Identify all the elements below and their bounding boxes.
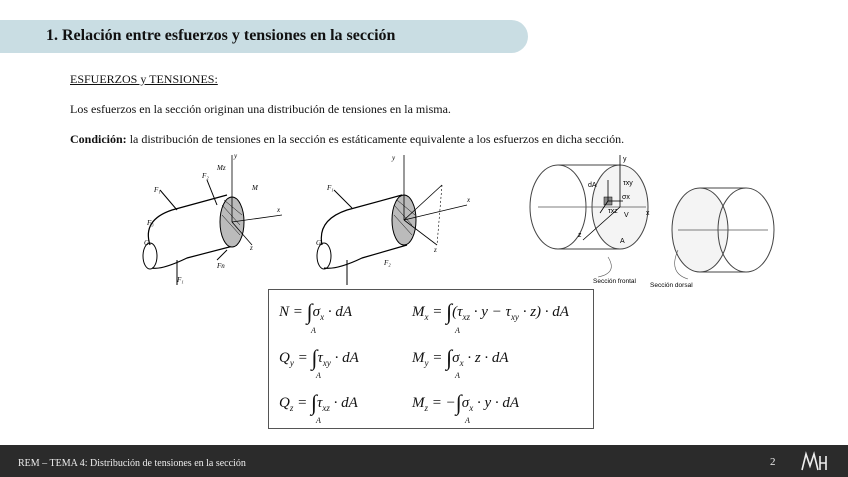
cylinder-sections-figure: [528, 155, 778, 290]
fig3-label-txy: τxy: [623, 180, 633, 187]
fig2-label-G: G: [316, 239, 322, 247]
fig1-label-F2: F₂: [202, 172, 209, 180]
formula-Mz: $M_z = -\int\sigma_x \cdot y$ · dA: [412, 390, 520, 415]
condition-label: Condición:: [70, 132, 127, 146]
fig1-label-z: z: [250, 244, 253, 252]
fig2-label-y: y: [392, 154, 396, 162]
fig1-label-Mz: Mz: [217, 164, 226, 172]
paragraph-2: [70, 132, 624, 147]
fig1-label-Fn: Fn: [217, 262, 225, 270]
formula-Qz: $Q_z = \int\tau_{xz}$ · dA: [279, 390, 358, 415]
fig2-label-x: x: [467, 196, 471, 204]
fig3-label-seccion-dorsal: Sección dorsal: [650, 282, 693, 289]
slide-title: 1. Relación entre esfuerzos y tensiones en la sección: [46, 27, 396, 44]
fig3-label-txz: τxz: [608, 208, 618, 215]
formula-Qz-lim: A: [316, 416, 321, 425]
fig1-label-x: x: [277, 206, 281, 214]
fig3-label-V: V: [624, 212, 629, 219]
fig3-label-A: A: [620, 238, 625, 245]
formula-Mz-lim: A: [465, 416, 470, 425]
fig1-label-F1: F₁: [154, 186, 161, 194]
formula-Qy: $Q_y = \int\tau_{xy}$ · dA: [279, 345, 359, 370]
fig3-label-dA: dA: [588, 182, 597, 189]
formula-box: [268, 289, 594, 429]
condition-text: la distribución de tensiones en la sección es estáticamente equivalente a los esfuerzos en dicha sección.: [126, 132, 625, 146]
fig2-label-z: z: [434, 246, 437, 254]
formula-My: $M_y = \int\sigma_x \cdot z$ · dA: [412, 345, 509, 370]
section-resultants-figure: [312, 150, 477, 285]
formula-Mx-lim: A: [455, 326, 460, 335]
fig1-label-y: y: [234, 152, 238, 160]
fig3-label-sx: σx: [622, 194, 630, 201]
fig1-label-F1b: F₁: [177, 276, 184, 284]
fig3-label-x: x: [646, 210, 650, 217]
formula-N-lim: A: [311, 326, 316, 335]
fig3-label-y: y: [623, 156, 627, 163]
fig3-label-z: z: [578, 232, 582, 239]
page-number: 2: [770, 456, 776, 468]
fig3-label-seccion-frontal: Sección frontal: [593, 278, 636, 285]
fig2-label-F2: F₂: [384, 259, 391, 267]
formula-N: $N = \int\sigma_x$ · dA: [279, 299, 352, 324]
formula-Qy-lim: A: [316, 371, 321, 380]
beam-forces-figure: [132, 150, 282, 285]
fig2-label-F1: F₁: [327, 184, 334, 192]
fig1-label-G: G: [144, 239, 150, 247]
fig1-label-M: M: [252, 184, 258, 192]
formula-Mx: $M_x = \int(\tau_{xz} \cdot y - \tau_{xy} \cdot z)$ · dA: [412, 299, 569, 324]
formula-My-lim: A: [455, 371, 460, 380]
paragraph-1: Los esfuerzos en la sección originan una distribución de tensiones en la misma.: [70, 102, 451, 116]
fig1-label-F3: F₃: [147, 219, 154, 227]
subheading: ESFUERZOS y TENSIONES:: [70, 72, 218, 86]
logo-icon: [800, 450, 830, 474]
footer-text: REM – TEMA 4: Distribución de tensiones en la sección: [18, 458, 246, 469]
